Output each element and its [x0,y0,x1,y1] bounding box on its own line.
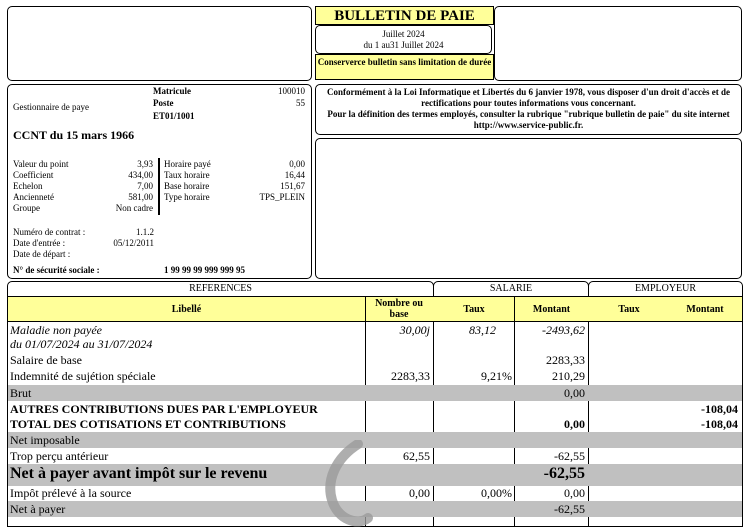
legal-line-2: Pour la définition des termes employés, consulter la rubrique "rubrique bulletin de paie" du site internet http://www.service-public.fr. [327,109,730,130]
col-montant: Montant [532,304,571,315]
fields-divider [158,158,160,215]
field-row: Ancienneté 581,00 [13,192,153,202]
row-base: 0,00 [409,486,430,500]
row-label-period: du 01/07/2024 au 31/07/2024 [10,337,153,351]
row-base: 2283,33 [391,369,430,383]
row-montant: 0,00 [564,417,585,431]
etab-code: ET01/1001 [153,111,195,121]
row-label: Net imposable [10,433,80,447]
period-month: Juillet 2024 [382,29,425,39]
row-label: AUTRES CONTRIBUTIONS DUES PAR L'EMPLOYEUR [10,402,318,416]
section-salarie: SALARIE [489,283,533,294]
row-taux: 9,21% [481,369,512,383]
col-libelle: Libellé [171,304,202,315]
contract-label: Numéro de contrat : [13,227,86,237]
matricule-value: 100010 [278,86,305,96]
period-box [315,25,492,54]
exit-label: Date de départ : [13,249,71,259]
row-employer-montant: -108,04 [701,417,738,431]
row-montant: 210,29 [552,369,585,383]
row-label: Salaire de base [10,353,82,367]
ss-label: N° de sécurité sociale : [13,265,100,275]
field-row: Base horaire 151,67 [164,181,305,191]
conserve-note: Conserverce bulletin sans limitation de durée [315,54,494,80]
row-band-brut [8,385,742,401]
row-label: Trop perçu antérieur [10,449,109,463]
row-employer-montant: -108,04 [701,402,738,416]
period-range: du 1 au31 Juillet 2024 [363,40,444,50]
row-montant: 2283,33 [546,353,585,367]
row-montant: -2493,62 [542,323,585,337]
row-montant: 0,00 [564,386,585,400]
poste-label: Poste [153,98,174,108]
col-taux: Taux [463,304,485,315]
row-label: Indemnité de sujétion spéciale [10,369,156,383]
section-employeur: EMPLOYEUR [634,283,697,294]
field-row: Echelon 7,00 [13,181,153,191]
right-fields [164,159,305,203]
manager-label: Gestionnaire de paye [13,102,89,112]
row-montant: 0,00 [564,486,585,500]
row-label: Net à payer [10,502,66,516]
row-montant: -62,55 [554,502,585,516]
row-taux: 0,00% [481,486,512,500]
row-label: Impôt prélevé à la source [10,486,132,500]
row-label: Net à payer avant impôt sur le revenu [10,465,268,482]
col-taux-employeur: Taux [618,304,640,315]
field-row: Groupe Non cadre [13,203,153,213]
employer-box [7,6,312,81]
field-row: Valeur du point 3,93 [13,159,153,169]
row-base: 62,55 [403,449,430,463]
field-row: Coefficient 434,00 [13,170,153,180]
col-nombre: Nombre ou base [375,298,423,320]
document-title: BULLETIN DE PAIE [315,6,494,25]
employee-address-box [494,6,742,81]
section-references: REFERENCES [189,283,252,294]
entry-value: 05/12/2011 [113,238,154,248]
entry-label: Date d'entrée : [13,238,66,248]
row-montant: -62,55 [543,465,585,482]
col-montant-employeur: Montant [686,304,724,315]
row-base: 30,00j [399,323,430,337]
matricule-label: Matricule [153,86,191,96]
row-label: Brut [10,386,32,400]
row-montant: -62,55 [554,449,585,463]
watermark-shape [318,440,378,527]
row-label: Maladie non payée [10,323,102,337]
notes-box [315,138,742,279]
field-row: Taux horaire 16,44 [164,170,305,180]
legal-line-1: Conformément à la Loi Informatique et Libertés du 6 janvier 1978, vous disposer d'un droit d'accès et de rectifications pour toutes informations vous concernant. [327,87,730,108]
legal-notice [318,87,739,131]
contract-value: 1.1.2 [136,227,154,237]
poste-value: 55 [296,98,305,108]
row-taux: 83,12 [469,323,496,337]
left-fields [13,159,153,214]
row-label: TOTAL DES COTISATIONS ET CONTRIBUTIONS [10,417,286,431]
field-row: Horaire payé 0,00 [164,159,305,169]
ccn-label: CCNT du 15 mars 1966 [13,128,135,142]
field-row: Type horaire TPS_PLEIN [164,192,305,202]
ss-value: 1 99 99 99 999 999 95 [164,265,245,275]
